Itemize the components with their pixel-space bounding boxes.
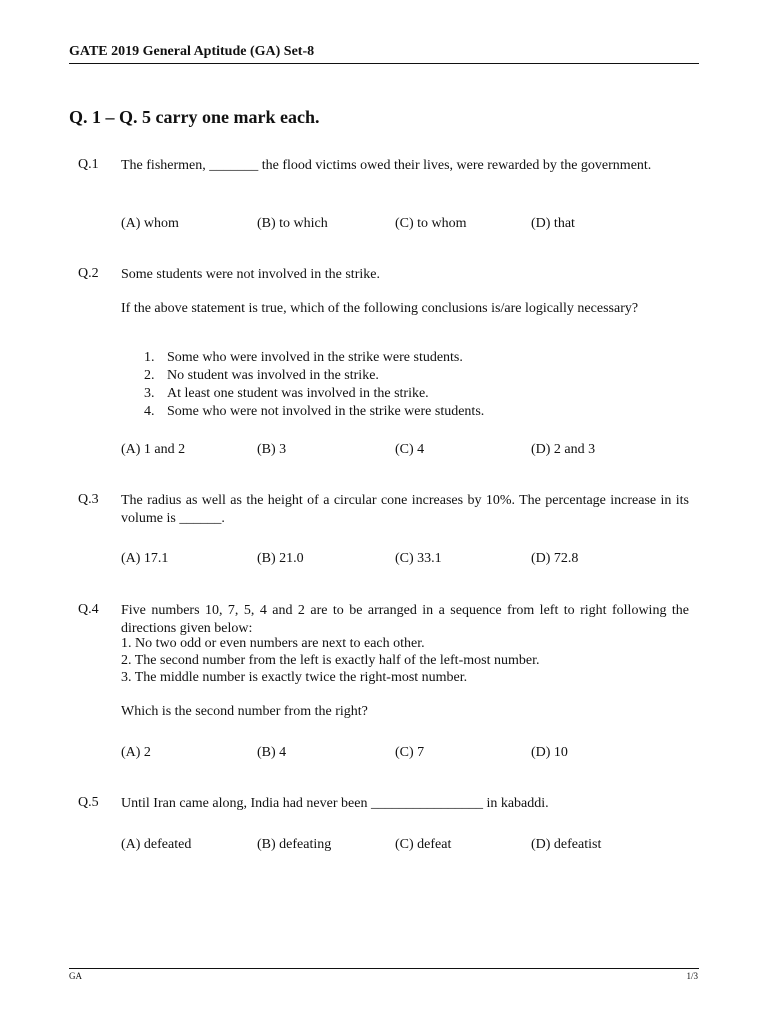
question-number: Q.3 xyxy=(78,492,99,507)
list-item: 4. Some who were not involved in the strike were students. xyxy=(144,404,485,419)
option-a: (A) whom xyxy=(121,216,179,231)
option-d: (D) 10 xyxy=(531,745,568,760)
list-item: 2. No student was involved in the strike. xyxy=(144,368,379,383)
list-item: 1. Some who were involved in the strike were students. xyxy=(144,350,463,365)
conclusion-list xyxy=(144,349,484,421)
option-b: (B) 21.0 xyxy=(257,551,304,566)
option-c: (C) 7 xyxy=(395,745,425,760)
header-divider xyxy=(69,63,699,64)
question-text: Five numbers 10, 7, 5, 4 and 2 are to be arranged in a sequence from left to right following the directions given below: xyxy=(121,603,689,636)
option-b: (B) 3 xyxy=(257,442,287,457)
page-header-title: GATE 2019 General Aptitude (GA) Set-8 xyxy=(69,44,315,59)
direction-line: 2. The second number from the left is exactly half of the left-most number. xyxy=(121,653,540,668)
question-text: Until Iran came along, India had never been ________________ in kabaddi. xyxy=(121,796,549,811)
option-a: (A) 17.1 xyxy=(121,551,169,566)
page-number: 1/3 xyxy=(686,971,698,981)
option-d: (D) that xyxy=(531,216,575,231)
option-d: (D) 72.8 xyxy=(531,551,579,566)
option-c: (C) 4 xyxy=(395,442,425,457)
option-b: (B) defeating xyxy=(257,837,332,852)
section-title: Q. 1 – Q. 5 carry one mark each. xyxy=(69,107,320,127)
question-number: Q.4 xyxy=(78,602,99,617)
question-number: Q.2 xyxy=(78,266,99,281)
question-number: Q.5 xyxy=(78,795,99,810)
option-a: (A) 1 and 2 xyxy=(121,442,186,457)
question-text: The radius as well as the height of a circular cone increases by 10%. The percentage increase in its volume is ______. xyxy=(121,493,689,526)
question-number: Q.1 xyxy=(78,157,99,172)
footer-divider xyxy=(69,968,699,969)
direction-line: 1. No two odd or even numbers are next to each other. xyxy=(121,636,425,651)
option-d: (D) defeatist xyxy=(531,837,602,852)
option-c: (C) to whom xyxy=(395,216,467,231)
option-c: (C) 33.1 xyxy=(395,551,442,566)
question-text: The fishermen, _______ the flood victims owed their lives, were rewarded by the government. xyxy=(121,158,652,173)
option-c: (C) defeat xyxy=(395,837,452,852)
footer-section-label: GA xyxy=(69,971,82,981)
direction-line: 3. The middle number is exactly twice the right-most number. xyxy=(121,670,468,685)
option-b: (B) to which xyxy=(257,216,328,231)
option-a: (A) 2 xyxy=(121,745,151,760)
question-subtext: If the above statement is true, which of the following conclusions is/are logically necessary? xyxy=(121,301,639,316)
option-d: (D) 2 and 3 xyxy=(531,442,596,457)
question-subtext: Which is the second number from the right? xyxy=(121,704,368,719)
option-a: (A) defeated xyxy=(121,837,192,852)
question-text: Some students were not involved in the strike. xyxy=(121,267,380,282)
list-item: 3. At least one student was involved in the strike. xyxy=(144,386,429,401)
option-b: (B) 4 xyxy=(257,745,287,760)
